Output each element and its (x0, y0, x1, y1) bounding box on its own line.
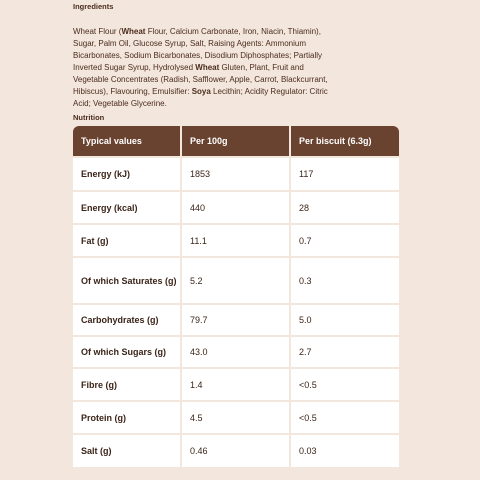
per-100g-value: 5.2 (182, 258, 291, 305)
per-100g-value: 1.4 (182, 369, 291, 402)
table-row (73, 402, 399, 435)
per-100g-value: 11.1 (182, 225, 291, 258)
allergen-text: Wheat (195, 63, 220, 72)
ingredients-segment: Flour, Calcium Carbonate, Iron, Niacin, Thiamin), Sugar, Palm Oil, Glucose Syrup, Salt, Raising Agents: Ammonium Bicarbonates, Sodium Bicarbonates, Disodium Diphosphates; Partially Inverted Sugar Syrup, Hydrolysed (73, 27, 323, 72)
per-biscuit-value: 0.3 (291, 258, 399, 305)
per-biscuit-value: <0.5 (291, 369, 399, 402)
row-label: Of which Sugars (g) (73, 337, 182, 369)
ingredients-text (73, 26, 335, 110)
column-header-per-biscuit: Per biscuit (6.3g) (291, 126, 399, 158)
row-label: Of which Saturates (g) (73, 258, 182, 305)
table-row (73, 435, 399, 469)
nutrition-heading: Nutrition (73, 113, 105, 122)
per-biscuit-value: 0.7 (291, 225, 399, 258)
per-100g-value: 440 (182, 192, 291, 225)
ingredients-segment: Lecithin; Acidity Regulator: Citric Acid; Vegetable Glycerine. (73, 87, 328, 108)
per-biscuit-value: 5.0 (291, 305, 399, 337)
allergen-text: Wheat (121, 27, 146, 36)
table-row (73, 337, 399, 369)
column-header-typical-values: Typical values (73, 126, 182, 158)
nutrition-table (73, 126, 399, 469)
per-100g-value: 0.46 (182, 435, 291, 469)
row-label: Fibre (g) (73, 369, 182, 402)
per-biscuit-value: 117 (291, 158, 399, 192)
per-100g-value: 4.5 (182, 402, 291, 435)
ingredients-segment: Gluten, Plant, Fruit and Vegetable Concentrates (Radish, Safflower, Apple, Carrot, Blackcurrant, Hibiscus), Flavouring, Emulsifier: (73, 63, 328, 96)
per-biscuit-value: <0.5 (291, 402, 399, 435)
per-100g-value: 1853 (182, 158, 291, 192)
row-label: Fat (g) (73, 225, 182, 258)
allergen-text: Soya (191, 87, 211, 96)
row-label: Energy (kJ) (73, 158, 182, 192)
table-row (73, 258, 399, 305)
per-biscuit-value: 2.7 (291, 337, 399, 369)
table-row (73, 192, 399, 225)
ingredients-segment: Wheat Flour ( (73, 27, 122, 36)
table-row (73, 225, 399, 258)
per-100g-value: 43.0 (182, 337, 291, 369)
row-label: Energy (kcal) (73, 192, 182, 225)
row-label: Carbohydrates (g) (73, 305, 182, 337)
row-label: Protein (g) (73, 402, 182, 435)
table-row (73, 369, 399, 402)
column-header-per-100g: Per 100g (182, 126, 291, 158)
table-row (73, 305, 399, 337)
row-label: Salt (g) (73, 435, 182, 469)
per-biscuit-value: 28 (291, 192, 399, 225)
table-row (73, 158, 399, 192)
ingredients-heading: Ingredients (73, 2, 114, 11)
per-biscuit-value: 0.03 (291, 435, 399, 469)
nutrition-table-header (73, 126, 399, 158)
per-100g-value: 79.7 (182, 305, 291, 337)
